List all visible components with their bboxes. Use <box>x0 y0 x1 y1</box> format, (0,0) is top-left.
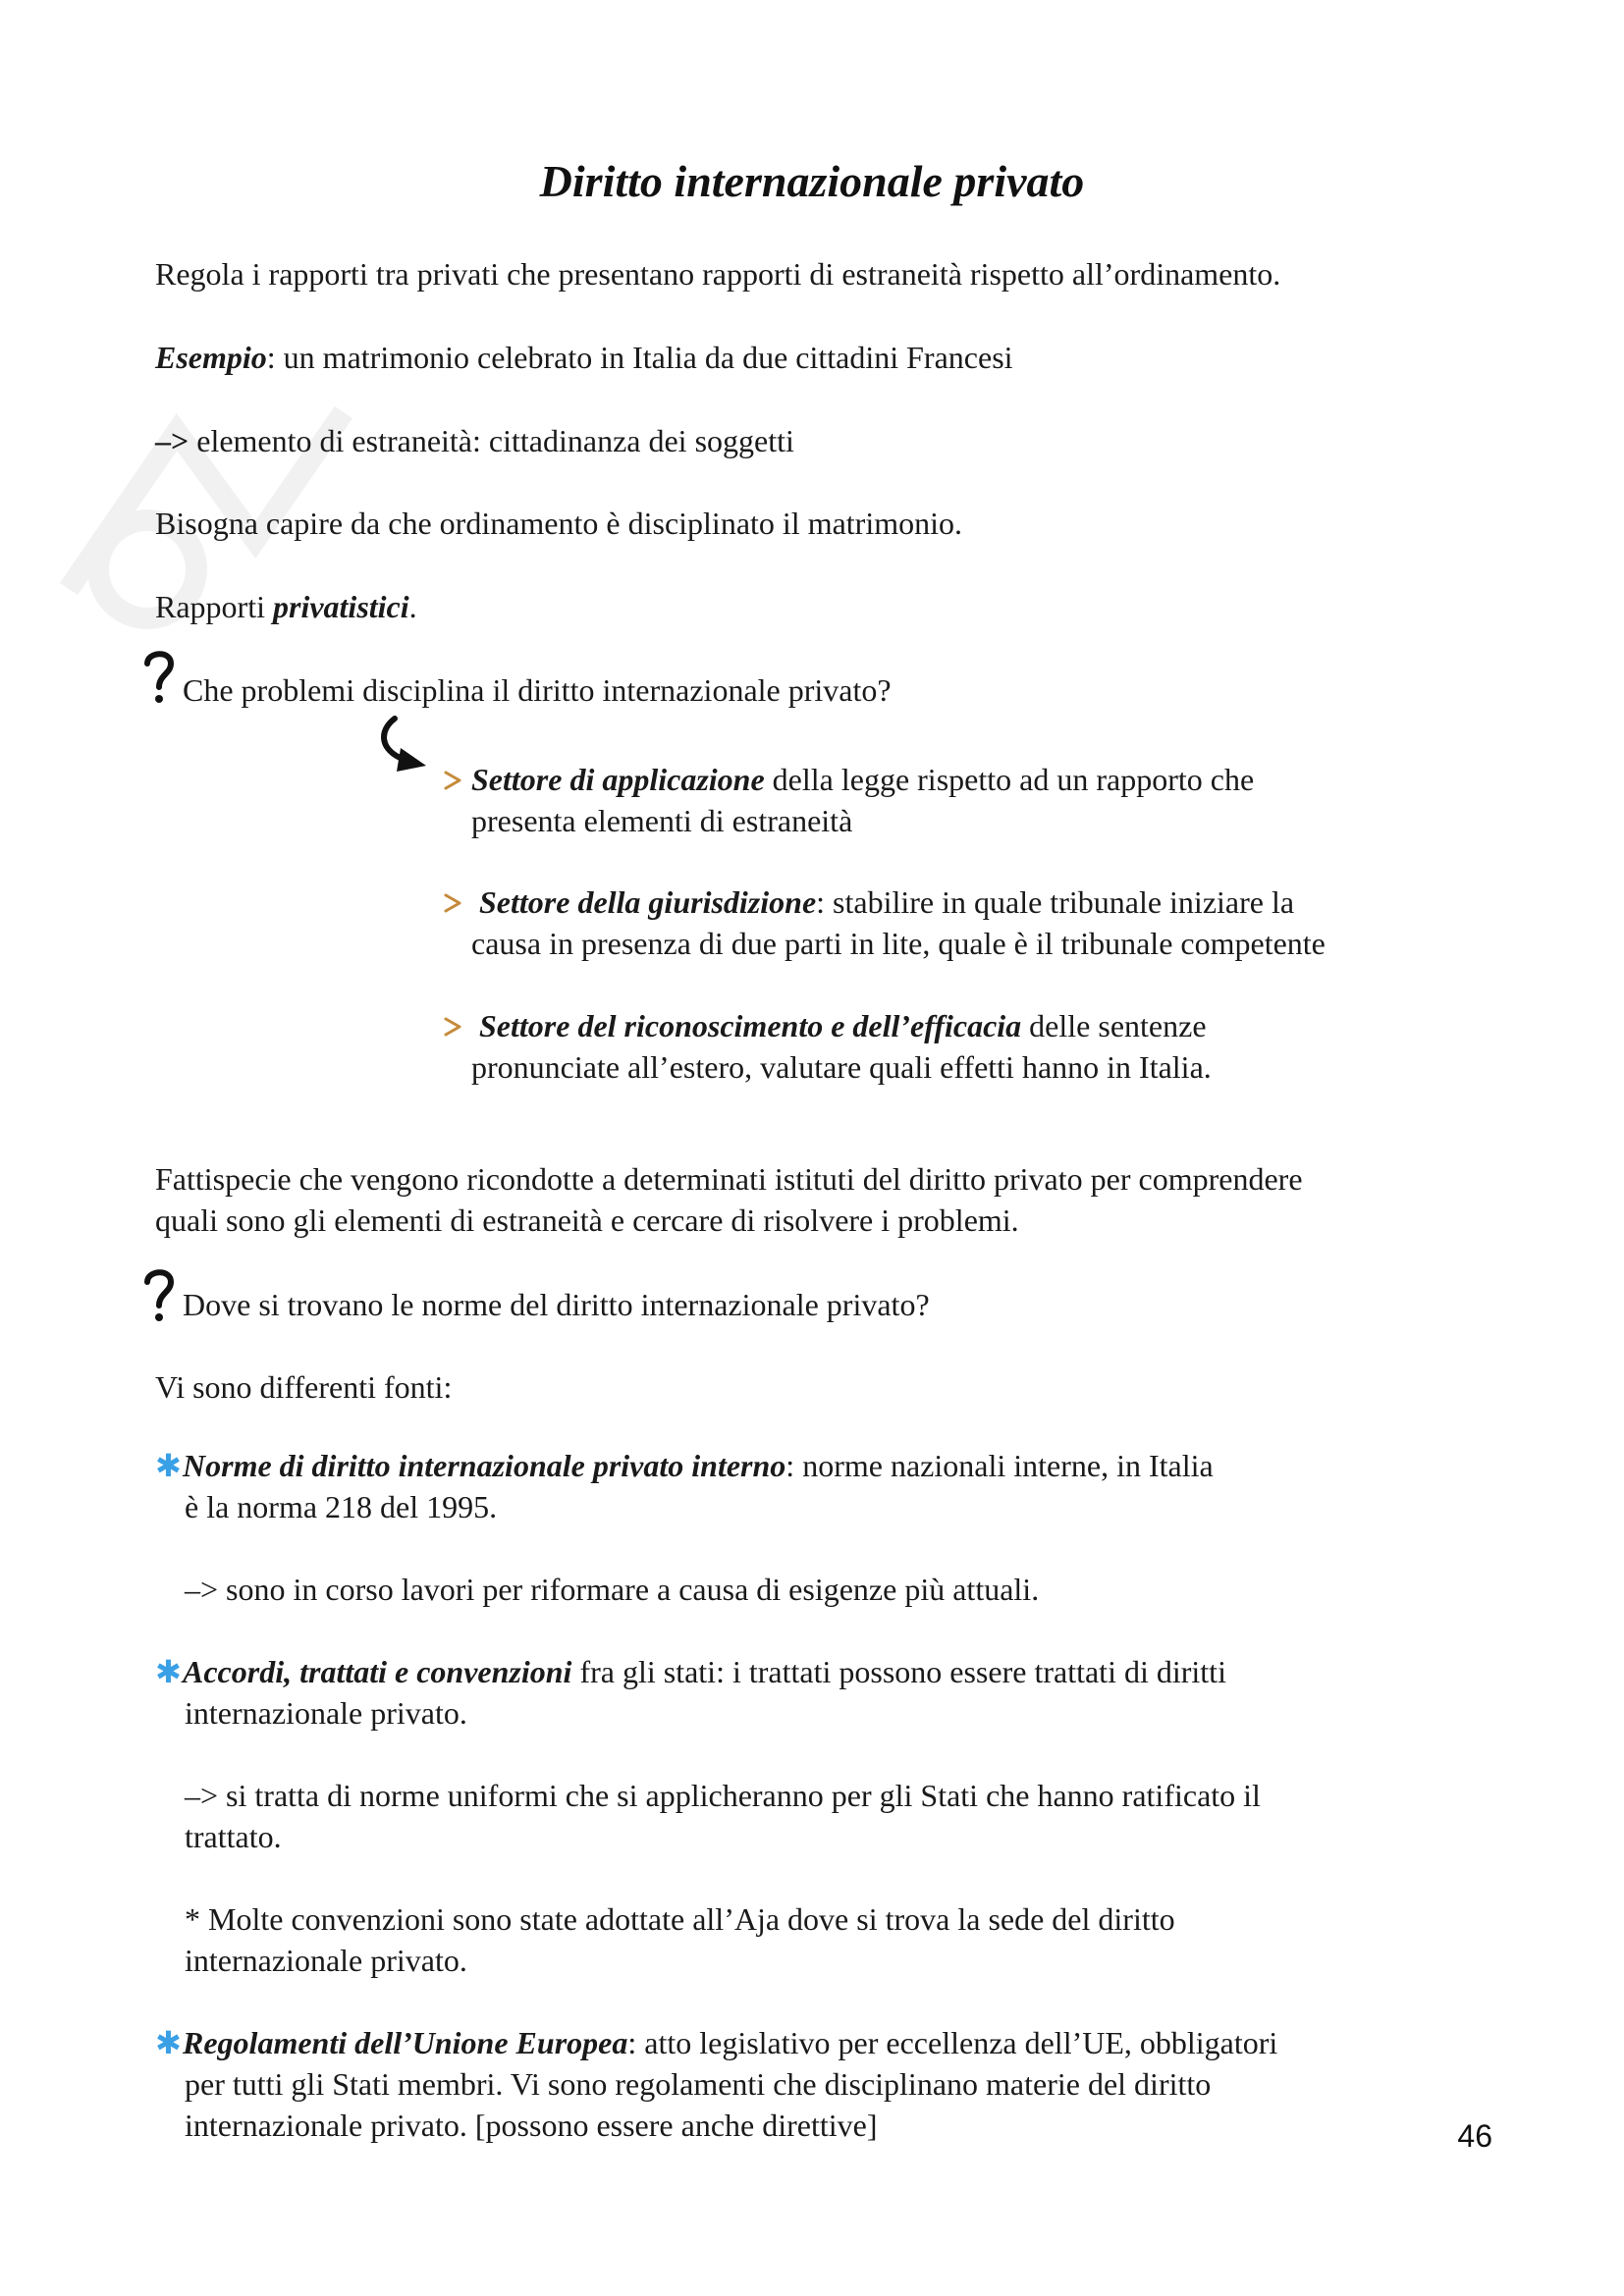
asterisk-bullet-icon: ✱ <box>155 2024 182 2061</box>
sector-text: della legge rispetto ad un rapporto che <box>764 762 1255 797</box>
sector-item <box>442 1005 1492 1088</box>
fonti-intro: Vi sono differenti fonti: <box>155 1369 453 1405</box>
accordi-note <box>185 1775 1481 1857</box>
estraneita-text: elemento di estraneità: cittadinanza dei soggetti <box>189 423 794 458</box>
source-text-cont: internazionale privato. [possono essere anche direttive] <box>185 2108 878 2143</box>
example-line <box>155 337 1490 378</box>
aja-note-line-1: * Molte convenzioni sono state adottate all’Aja dove si trova la sede del diritto <box>185 1901 1175 1937</box>
example-text: : un matrimonio celebrato in Italia da due cittadini Francesi <box>266 340 1013 375</box>
question-1: Che problemi disciplina il diritto internazionale privato? <box>183 672 892 708</box>
source-item-norme <box>155 1445 1490 1527</box>
arrow-symbol: –> <box>155 423 189 458</box>
rapporti-emph: privatistici <box>272 589 409 624</box>
sector-text-cont: causa in presenza di due parti in lite, quale è il tribunale competente <box>471 926 1326 961</box>
asterisk-bullet-icon: ✱ <box>155 1447 182 1484</box>
rapporti-suffix: . <box>408 589 417 624</box>
norme-note: –> sono in corso lavori per riformare a causa di esigenze più attuali. <box>185 1572 1040 1607</box>
source-text-cont: per tutti gli Stati membri. Vi sono regolamenti che disciplinano materie del diritto <box>185 2066 1212 2102</box>
question-mark-icon <box>141 1266 177 1325</box>
fattispecie-line-1: Fattispecie che vengono ricondotte a determinati istituti del diritto privato per comprendere <box>155 1161 1303 1197</box>
source-text-cont: è la norma 218 del 1995. <box>185 1489 498 1524</box>
source-text: : atto legislativo per eccellenza dell’UE, obbligatori <box>627 2025 1278 2060</box>
aja-note-line-2: internazionale privato. <box>185 1943 467 1978</box>
intro-paragraph: Regola i rapporti tra privati che presentano rapporti di estraneità rispetto all’ordinamento. <box>155 256 1281 292</box>
sector-text-cont: pronunciate all’estero, valutare quali effetti hanno in Italia. <box>471 1049 1212 1085</box>
question-2: Dove si trovano le norme del diritto internazionale privato? <box>183 1287 930 1322</box>
estraneita-line <box>155 420 1490 461</box>
chevron-right-icon <box>442 1015 465 1039</box>
asterisk-bullet-icon: ✱ <box>155 1653 182 1690</box>
source-text: fra gli stati: i trattati possono essere trattati di diritti <box>571 1654 1226 1689</box>
example-label: Esempio <box>155 340 267 375</box>
sector-text-cont: presenta elementi di estraneità <box>471 803 853 838</box>
fattispecie-line-2: quali sono gli elementi di estraneità e cercare di risolvere i problemi. <box>155 1202 1019 1238</box>
source-text-cont: internazionale privato. <box>185 1695 467 1731</box>
sector-item <box>442 881 1492 964</box>
rapporti-line <box>155 586 1490 627</box>
source-label: Accordi, trattati e convenzioni <box>183 1654 572 1689</box>
chevron-right-icon <box>442 891 465 915</box>
need-line: Bisogna capire da che ordinamento è disciplinato il matrimonio. <box>155 506 962 541</box>
sector-label: Settore della giurisdizione <box>479 884 817 920</box>
sector-label: Settore del riconoscimento e dell’efficacia <box>479 1008 1022 1043</box>
source-label: Regolamenti dell’Unione Europea <box>183 2025 628 2060</box>
page-number: 46 <box>1457 2118 1492 2154</box>
page-title: Diritto internazionale privato <box>539 156 1085 206</box>
accordi-note-line-1: –> si tratta di norme uniformi che si applicheranno per gli Stati che hanno ratificato il <box>185 1778 1261 1813</box>
sector-text: : stabilire in quale tribunale iniziare la <box>816 884 1295 920</box>
curved-arrow-icon <box>375 715 432 783</box>
source-label: Norme di diritto internazionale privato interno <box>183 1448 786 1483</box>
aja-note <box>185 1898 1481 1981</box>
accordi-note-line-2: trattato. <box>185 1819 282 1854</box>
rapporti-prefix: Rapporti <box>155 589 273 624</box>
sector-label: Settore di applicazione <box>471 762 765 797</box>
chevron-right-icon <box>442 769 465 792</box>
sector-text: delle sentenze <box>1021 1008 1207 1043</box>
source-item-regolamenti <box>155 2022 1490 2146</box>
source-item-accordi <box>155 1651 1490 1734</box>
source-text: : norme nazionali interne, in Italia <box>785 1448 1214 1483</box>
sector-item <box>442 759 1492 841</box>
question-mark-icon <box>141 648 177 707</box>
